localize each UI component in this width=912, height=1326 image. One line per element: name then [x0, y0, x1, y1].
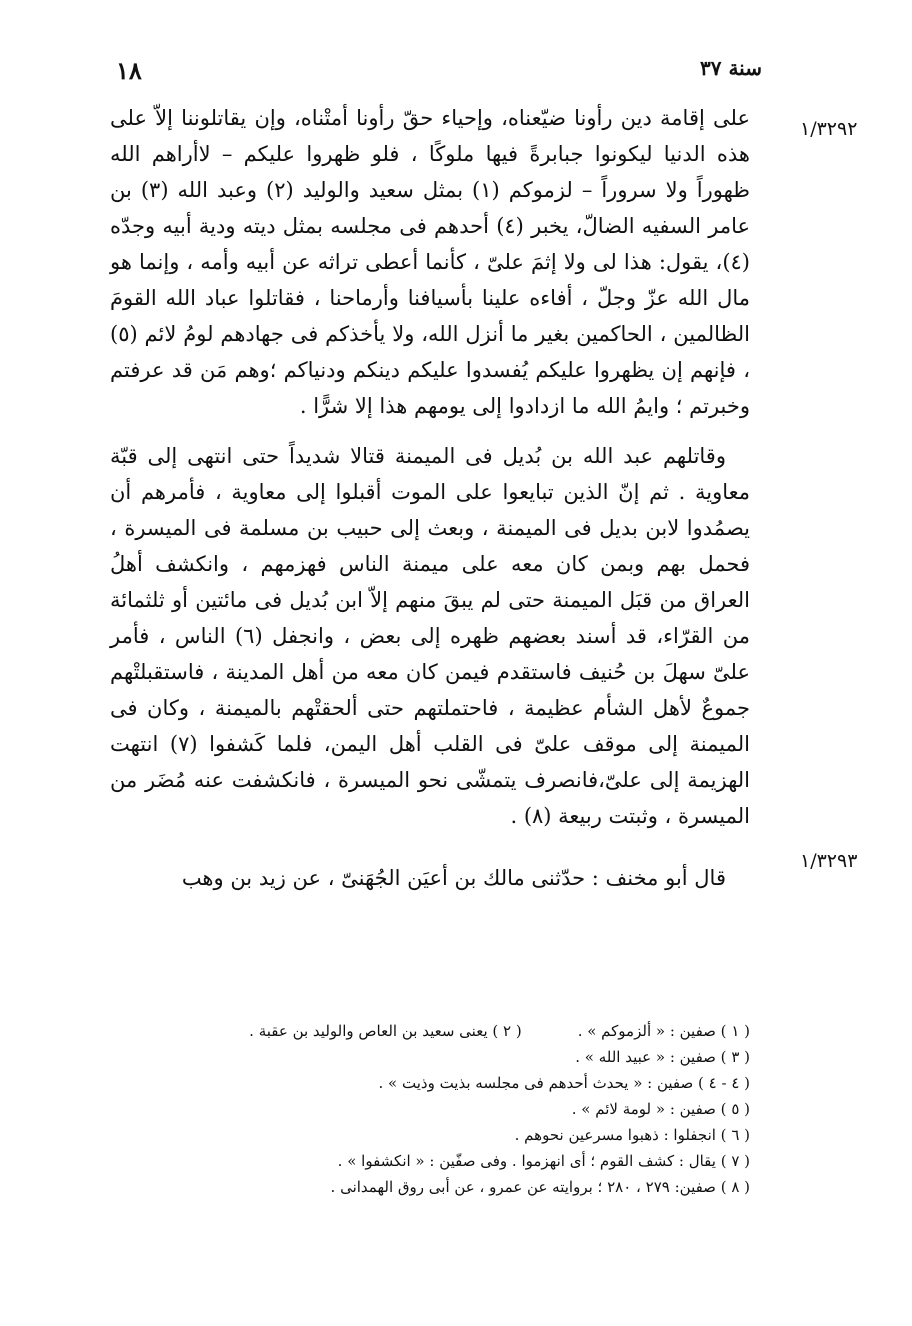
- footnote: ( ٤ - ٤ ) صفين : « يحدث أحدهم فى مجلسه بذيت وذيت » .: [378, 1074, 750, 1092]
- margin-reference: ١/٣٢٩٣: [800, 850, 858, 872]
- year-header: سنة ٣٧: [700, 56, 762, 80]
- footnote: ( ١ ) صفين : « ألزموكم » .: [577, 1022, 750, 1040]
- paragraph: وقاتلهم عبد الله بن بُديل فى الميمنة قتالا شديداً حتى انتهى إلى قبّة معاوية . ثم إنّ الذين تبايعوا على الموت أقبلوا إلى معاوية ، فأمرهم أن يصمُدوا لابن بديل فى الميمنة ، وبعث إلى حبيب بن مسلمة فى الميسرة ، فحمل بهم وبمن كان معه على ميمنة الناس فهزمهم ، وانكشف أهلُ العراق من قبَل الميمنة حتى لم يبقَ منهم إلاّ ابن بُديل فى مائتين أو ثلثمائة من القرّاء، قد أسند بعضهم ظهره إلى بعض ، وانجفل (٦) الناس ، فأمر علىّ سهلَ بن حُنيف فاستقدم فيمن كان معه من أهل المدينة ، فاستقبلتْهم جموعٌ لأهل الشأم عظيمة ، فاحتملتهم حتى ألحقتْهم بالميمنة ، وكان فى الميمنة إلى موقف علىّ فى القلب أهل اليمن، فلما كَشفوا (٧) انتهت الهزيمة إلى علىّ،فانصرف يتمشّى نحو الميسرة ، فانكشفت عنه مُضَر من الميسرة ، وثبتت ربيعة (٨) .: [110, 444, 751, 828]
- footnote: ( ٨ ) صفين: ٢٧٩ ، ٢٨٠ ؛ بروايته عن عمرو ، عن أبى روق الهمدانى .: [330, 1178, 750, 1196]
- footnotes: [190, 1018, 750, 1200]
- paragraph: قال أبو مخنف : حدّثنى مالك بن أعيَن الجُهَنىّ ، عن زيد بن وهب: [181, 866, 726, 890]
- paragraph: على إقامة دين رأونا ضيّعناه، وإحياء حقّ رأونا أمتْناه، وإن يقاتلوننا إلاّ على هذه الدنيا ليكونوا جبابرةً فيها ملوكًا ، فلو ظهروا عليكم – لاأراهم الله ظهوراً ولا سروراً – لزموكم (١) بمثل سعيد والوليد (٢) وعبد الله (٣) بن عامر السفيه الضالّ، يخبر (٤) أحدهم فى مجلسه بمثل ديته ودية أبيه وجدّه (٤)، يقول: هذا لى ولا إثمَ علىّ ، كأنما أعطى تراثه عن أبيه وأمه ، وإنما هو مال الله عزّ وجلّ ، أفاءه علينا بأسيافنا وأرماحنا ، فقاتلوا عباد الله القومَ الظالمين ، الحاكمين بغير ما أنزل الله، ولا يأخذكم فى جهادهم لومُ لائم (٥) ، فإنهم إن يظهروا عليكم يُفسدوا عليكم دينكم ودنياكم ؛وهم مَن قد عرفتم وخبرتم ؛ وايمُ الله ما ازدادوا إلى يومهم هذا إلا شرًّا .: [110, 106, 751, 418]
- footnote-row: [190, 1018, 750, 1044]
- footnote: ( ٧ ) يقال : كشف القوم ؛ أى انهزموا . وفى صفّين : « انكشفوا » .: [337, 1152, 750, 1170]
- page-number: ١٨: [116, 56, 142, 85]
- footnote: ( ٦ ) انجفلوا : ذهبوا مسرعين نحوهم .: [514, 1126, 750, 1144]
- footnote: ( ٣ ) صفين : « عبيد الله » .: [575, 1048, 750, 1066]
- margin-reference: ١/٣٢٩٢: [800, 118, 858, 140]
- footnote: ( ٢ ) يعنى سعيد بن العاص والوليد بن عقبة .: [249, 1022, 522, 1040]
- footnote: ( ٥ ) صفين : « لومة لائم » .: [571, 1100, 750, 1118]
- main-text: [110, 100, 750, 910]
